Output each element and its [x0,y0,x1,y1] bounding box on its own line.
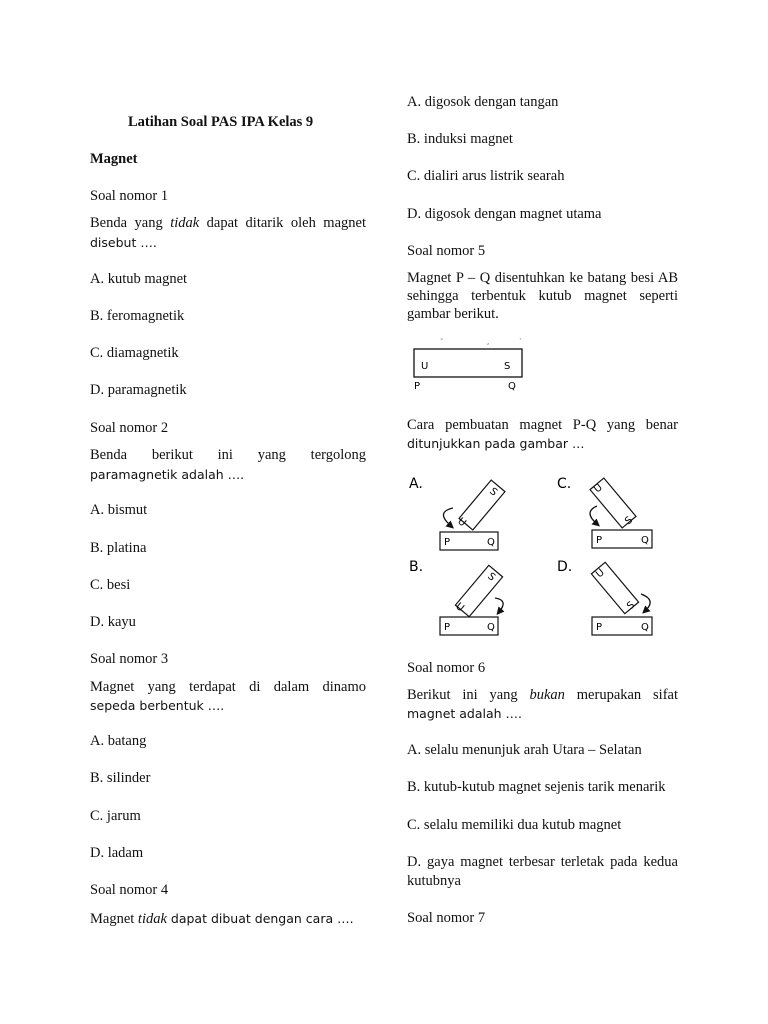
choice-d-arrow [641,594,650,611]
choice-c-bar-p: P [596,535,603,546]
magnet-choice-figures [407,470,667,642]
choice-b-pole-top: S [485,571,498,584]
question-3-label: Soal nomor 3 [90,651,169,667]
svg-text:`: ` [519,338,523,346]
question-3-option-d: D. ladam [90,845,144,861]
bar-pole-left: U [421,361,429,372]
choice-c-arrow [590,506,597,524]
question-6-option-d: D. gaya magnet terbesar terletak pada kedua [407,854,678,870]
question-1-option-c: C. diamagnetik [90,345,179,361]
question-6-option-a: A. selalu menunjuk arah Utara – Selatan [407,742,642,758]
question-2-option-c: C. besi [90,577,131,593]
choice-c-pole-top: U [592,482,605,496]
question-4-text: Magnet tidak dapat dibuat dengan cara …. [90,911,354,927]
question-7-label: Soal nomor 7 [407,910,486,926]
question-2-text: Benda berikut ini yang tergolong [90,447,366,463]
choice-a-bar-p: P [444,537,451,548]
question-4-option-c: C. dialiri arus listrik searah [407,168,565,184]
question-1-text: Benda yang tidak dapat ditarik oleh magnet [90,215,366,231]
choice-d-letter: D. [557,559,573,575]
choice-d-figure [557,559,652,635]
question-3-option-b: B. silinder [90,770,151,786]
choice-a-bar-q: Q [487,537,495,548]
question-1-text-line2: disebut …. [90,235,157,250]
section-heading: Magnet [90,151,138,167]
svg-text:˘: ˘ [440,338,444,346]
question-6-text-line2: magnet adalah …. [407,706,523,721]
question-6-option-c: C. selalu memiliki dua kutub magnet [407,817,622,833]
question-1-option-a: A. kutub magnet [90,271,188,287]
choice-c-pole-bottom: S [623,514,636,528]
question-2-text-line2: paramagnetik adalah …. [90,467,245,482]
question-4-option-b: B. induksi magnet [407,131,513,147]
choice-b-bar-q: Q [487,622,495,633]
choice-b-figure [409,559,503,635]
question-2-option-a: A. bismut [90,502,148,518]
choice-d-pole-top: U [594,567,607,581]
question-4-option-d: D. digosok dengan magnet utama [407,206,602,222]
question-3-text-line2: sepeda berbentuk …. [90,698,225,713]
choice-a-figure [409,476,505,550]
question-3-option-c: C. jarum [90,808,141,824]
choice-b-letter: B. [409,559,424,575]
choice-a-pole-top: S [487,486,500,499]
document-title: Latihan Soal PAS IPA Kelas 9 [128,114,314,130]
question-5-text-line1: Magnet P – Q disentuhkan ke batang besi AB [407,270,678,286]
question-3-option-a: A. batang [90,733,147,749]
bar-magnet-figure [407,336,537,394]
choice-c-letter: C. [557,476,572,492]
choice-a-arrow [443,508,453,526]
choice-a-letter: A. [409,476,423,492]
choice-b-arrow [495,598,503,612]
choice-d-pole-bottom: S [625,599,638,613]
bar-pole-right: S [504,361,511,372]
question-6-option-d-line2: kutubnya [407,873,461,889]
question-3-text: Magnet yang terdapat di dalam dinamo [90,679,366,695]
choice-d-bar-p: P [596,622,603,633]
choice-c-figure [557,476,652,548]
question-1-option-b: B. feromagnetik [90,308,185,324]
question-5-text-line3: gambar berikut. [407,306,499,322]
question-6-option-b: B. kutub-kutub magnet sejenis tarik menarik [407,779,666,795]
choice-b-bar-p: P [444,622,451,633]
choice-b-pole-bottom: U [453,601,466,615]
choice-a-pole-bottom: U [455,516,468,530]
svg-text:,: , [487,338,490,346]
question-5-text-line5: ditunjukkan pada gambar … [407,436,585,451]
bar-label-q: Q [508,381,516,392]
question-2-option-b: B. platina [90,540,147,556]
choice-c-bar-q: Q [641,535,649,546]
question-2-label: Soal nomor 2 [90,420,169,436]
question-4-label: Soal nomor 4 [90,882,169,898]
question-6-label: Soal nomor 6 [407,660,486,676]
question-5-text-line4: Cara pembuatan magnet P-Q yang benar [407,417,678,433]
question-5-text-line2: sehingga terbentuk kutub magnet seperti [407,288,678,304]
choice-d-bar-q: Q [641,622,649,633]
question-4-option-a: A. digosok dengan tangan [407,94,559,110]
question-1-label: Soal nomor 1 [90,188,169,204]
question-6-text: Berikut ini yang bukan merupakan sifat [407,687,678,703]
question-5-label: Soal nomor 5 [407,243,486,259]
question-2-option-d: D. kayu [90,614,136,630]
bar-label-p: P [414,381,421,392]
question-1-option-d: D. paramagnetik [90,382,187,398]
